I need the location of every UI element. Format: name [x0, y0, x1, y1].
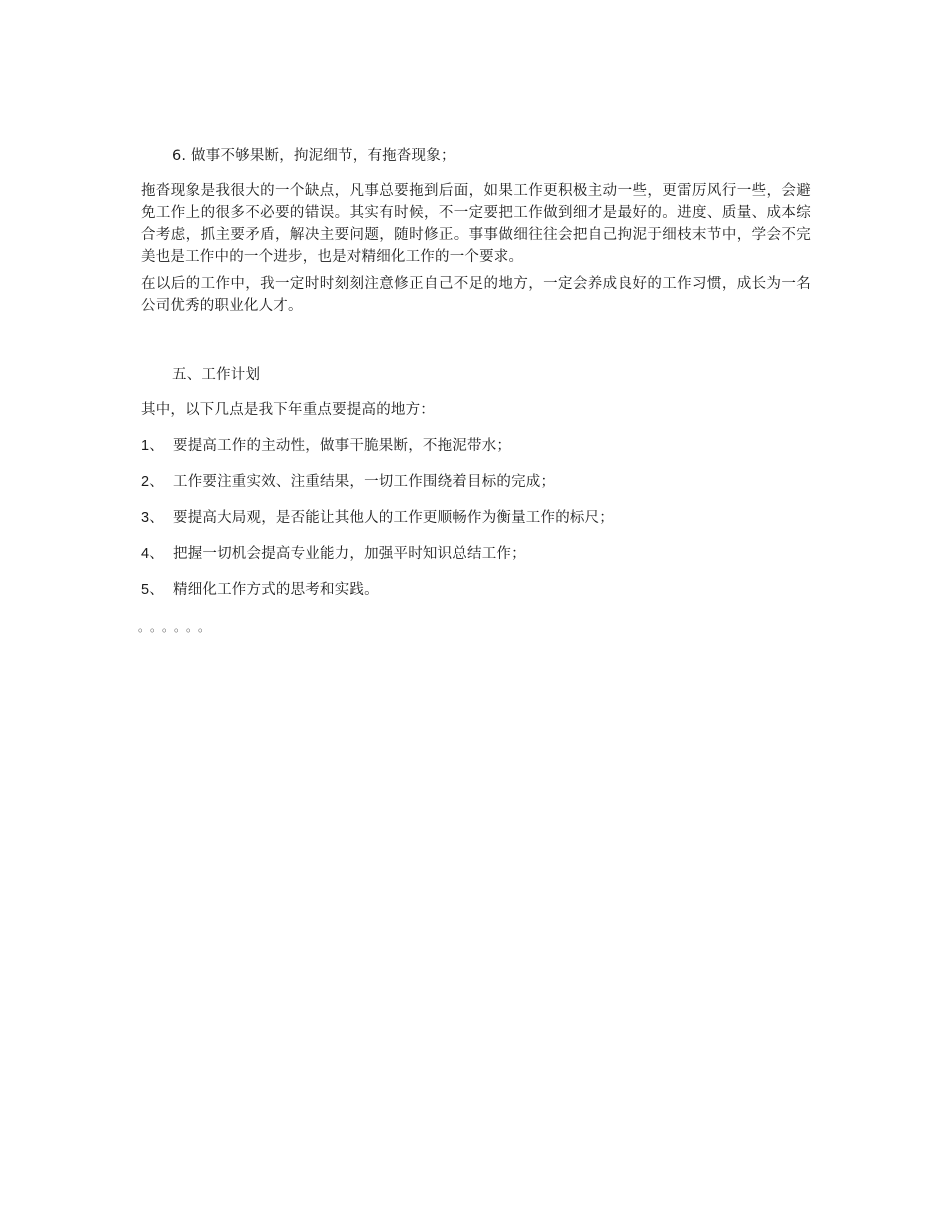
plan-item-text: 要提高工作的主动性，做事干脆果断，不拖泥带水； — [173, 438, 512, 454]
trailing-marks: 。。。。。。 — [138, 620, 217, 634]
plan-item-number: 5、 — [141, 582, 164, 598]
item-6-heading: 6. 做事不够果断，拘泥细节，有拖沓现象； — [172, 148, 456, 164]
plan-item-1 — [141, 435, 511, 457]
plan-item-number: 4、 — [141, 546, 164, 562]
plan-item-text: 工作要注重实效、注重结果，一切工作围绕着目标的完成； — [173, 474, 556, 490]
plan-item-text: 把握一切机会提高专业能力，加强平时知识总结工作； — [173, 546, 526, 562]
paragraph-future-improvement: 在以后的工作中，我一定时时刻刻注意修正自己不足的地方，一定会养成良好的工作习惯，成长为一名公司优秀的职业化人才。 — [141, 276, 811, 314]
plan-item-2 — [141, 471, 555, 493]
plan-item-4 — [141, 543, 526, 565]
plan-item-3 — [141, 507, 614, 529]
plan-item-number: 2、 — [141, 474, 164, 490]
plan-item-number: 3、 — [141, 510, 164, 526]
plan-item-text: 要提高大局观，是否能让其他人的工作更顺畅作为衡量工作的标尺； — [173, 510, 614, 526]
plan-intro: 其中，以下几点是我下年重点要提高的地方： — [141, 402, 435, 418]
plan-item-text: 精细化工作方式的思考和实践。 — [173, 582, 379, 598]
plan-item-5 — [141, 579, 379, 601]
plan-item-number: 1、 — [141, 438, 164, 454]
section-heading-work-plan: 五、工作计划 — [172, 367, 261, 383]
paragraph-procrastination: 拖沓现象是我很大的一个缺点，凡事总要拖到后面，如果工作更积极主动一些，更雷厉风行一些，会避免工作上的很多不必要的错误。其实有时候，不一定要把工作做到细才是最好的。进度、质量、成本综合考虑，抓主要矛盾，解决主要问题，随时修正。事事做细往往会把自己拘泥于细枝末节中，学会不完美也是工作中的一个进步，也是对精细化工作的一个要求。 — [141, 183, 811, 265]
